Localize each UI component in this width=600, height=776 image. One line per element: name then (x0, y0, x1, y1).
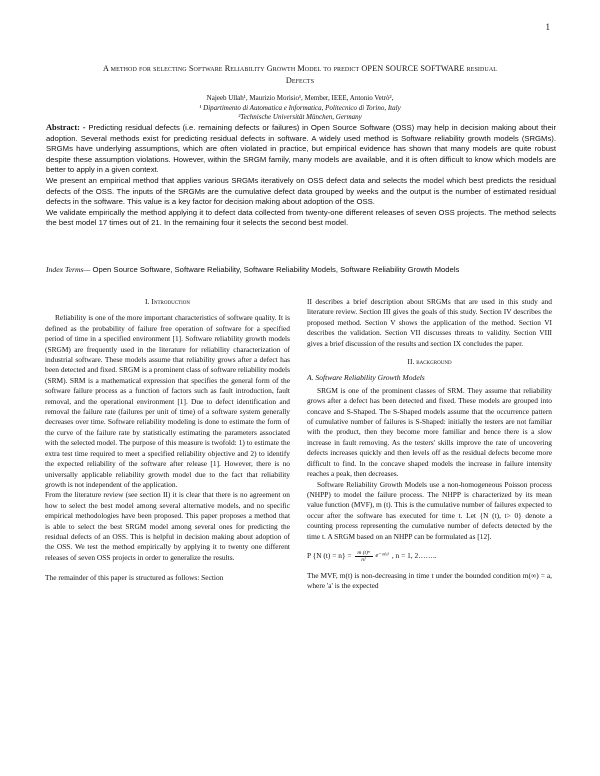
abstract-para-3: We validate empirically the method applying it to defect data collected from twenty-one different releases of seven OSS projects. The method selects the best model 17 times out of 21. In the remaining four it selects the second best model. (46, 207, 556, 228)
author-block (60, 94, 540, 123)
section-heading-background: II. background (407, 357, 452, 367)
subsection-heading-srgm: A. Software Reliability Growth Models (307, 373, 425, 383)
equation-rhs: , n = 1, 2…….. (391, 551, 437, 561)
equation-numerator: m (t)ⁿ (357, 549, 370, 556)
left-column (45, 297, 290, 584)
equation-fraction (355, 550, 373, 563)
title-tail: residual (466, 64, 498, 73)
index-terms-label: Index Terms— (46, 265, 91, 274)
abstract-para-1 (46, 123, 556, 176)
abstract-para-2: We present an empirical method that applies various SRGMs iteratively on OSS defect data and selects the model which best predicts the residual defects of the OSS. The inputs of the SRGMs are the cumulative defect data grouped by weeks and the output is the number of estimated residual defects in the software. This value is a key factor for decision making about adoption of the OSS. (46, 175, 556, 207)
index-terms (46, 265, 566, 275)
intro-paragraph-2: From the literature review (see section II) it is clear that there is no agreement on how to select the best model among several alternative models, and no specific empirical methodologies have been proposed. This paper proposes a method that is able to select the best SRGM model among several ones for predicting the residual defects of an OSS. This is helpful in decision making about adoption of the OSS. We test the method empirically by applying it to twenty one different releases of seven OSS projects in order to generalize the results. (45, 490, 290, 562)
srgm-paragraph-1: SRGM is one of the prominent classes of SRM. They assume that reliability grows after a defect has been detected and fixed. These models are grouped into concave and S-Shaped. The S-Shaped models assume that the occurrence pattern of cumulative number of failures is S-Shaped: initially the testers are not familiar with the product, then they become more familiar and hence there is a slow increase in fault removing. As the testers' skills improve the rate of uncovering defects increases quickly and then levels off as the residual defects become more difficult to find. In the concave shaped models the increase in failure intensity reaches a peak, then decreases. (307, 385, 552, 479)
page-number: 1 (545, 22, 550, 32)
intro-continuation: II describes a brief description about SRGMs that are used in this study and literature review. Section III gives the goals of this study. Section IV describes the proposed method. Section V shows the application of the method. Section VI describes the validation. Section VII discusses threats to validity. Section VIII gives a brief discussion of the results and section IX concludes the paper. (307, 297, 552, 348)
abstract (46, 123, 556, 229)
right-column (307, 297, 552, 592)
title-lead: A method for selecting Software Reliability Growth Model to predict (102, 64, 360, 73)
paper-title (55, 63, 545, 87)
title-line2: Defects (285, 76, 315, 85)
affiliation-2: ²Technische Universität München, Germany (238, 113, 362, 121)
section-heading-introduction: I. Introduction (145, 297, 190, 306)
intro-paragraph-3: The remainder of this paper is structured as follows: Section (45, 573, 224, 583)
index-terms-text: Open Source Software, Software Reliability, Software Reliability Models, Software Reliability Growth Models (90, 265, 460, 274)
author-names: Najeeb Ullah¹, Maurizio Morisio¹, Member, IEEE, Antonio Vetrò², (206, 94, 394, 102)
affiliation-1: ¹ Dipartimento di Automatica e Informatica, Politecnico di Torino, Italy (199, 103, 401, 112)
equation-lhs: P {N (t) = n} = (307, 551, 352, 561)
srgm-paragraph-2: Software Reliability Growth Models use a non-homogeneous Poisson process (NHPP) to model the failure process. The NHPP is characterized by its mean value function (MVF), m (t). This is the cumulative number of failures expected to occur after the software has executed for time t. Let {N (t), t> 0} denote a counting process representing the cumulative number of defects detected by the time t. A SRGM based on an NHPP can be formulated as [12]. (307, 479, 552, 541)
abstract-label: Abstract: - (46, 123, 86, 132)
equation-denominator: n! (361, 556, 366, 563)
intro-paragraph-1: Reliability is one of the more important characteristics of software quality. It is defined as the probability of failure free operation of software for a specified period of time in a specified environment [1]. Software reliability growth models (SRGM) are frequently used in the literature for reliability characterization of industrial software. These models assume that reliability grows after a defect has been detected and fixed. SRGM is a prominent class of software reliability models (SRM). SRM is a mathematical expression that specifies the general form of the software failure process as a function of factors such as fault introduction, fault removal, and the operational environment [1]. Due to defect identification and removal the failure rate (failures per unit of time) of a software system generally decreases over time. Software reliability modeling is done to estimate the form of the curve of the failure rate by statistically estimating the parameters associated with the selected model. The purpose of this measure is twofold: 1) to estimate the extra test time required to meet a specified reliability objective and 2) to identify the expected reliability of the software after release [1]. However, there is no universally applicable reliability growth model due to the fact that reliability growth is not independent of the application. (45, 313, 290, 489)
equation-exponential: e⁻ᵐ⁽ᵗ⁾ (375, 552, 389, 560)
abstract-text-1: Predicting residual defects (i.e. remaining defects or failures) in Open Source Software (OSS) may help in decision making about their adoption. Several methods exist for predicting residual defects in software. A widely used method is Software reliability growth models (SRGMs). SRGMs have underlying assumptions, which are often violated in practice, but empirical evidence has shown that many models are quite robust despite these assumption violations. However, within the SRGM family, many models are available, and it is often difficult to know which models are better to apply in a given context. (46, 123, 557, 175)
srgm-paragraph-3: The MVF, m(t) is non-decreasing in time t under the bounded condition m(∞) = a, where 'a' is the expected (307, 570, 552, 591)
title-caps: OPEN SOURCE SOFTWARE (361, 64, 465, 73)
nhpp-equation (307, 550, 552, 563)
